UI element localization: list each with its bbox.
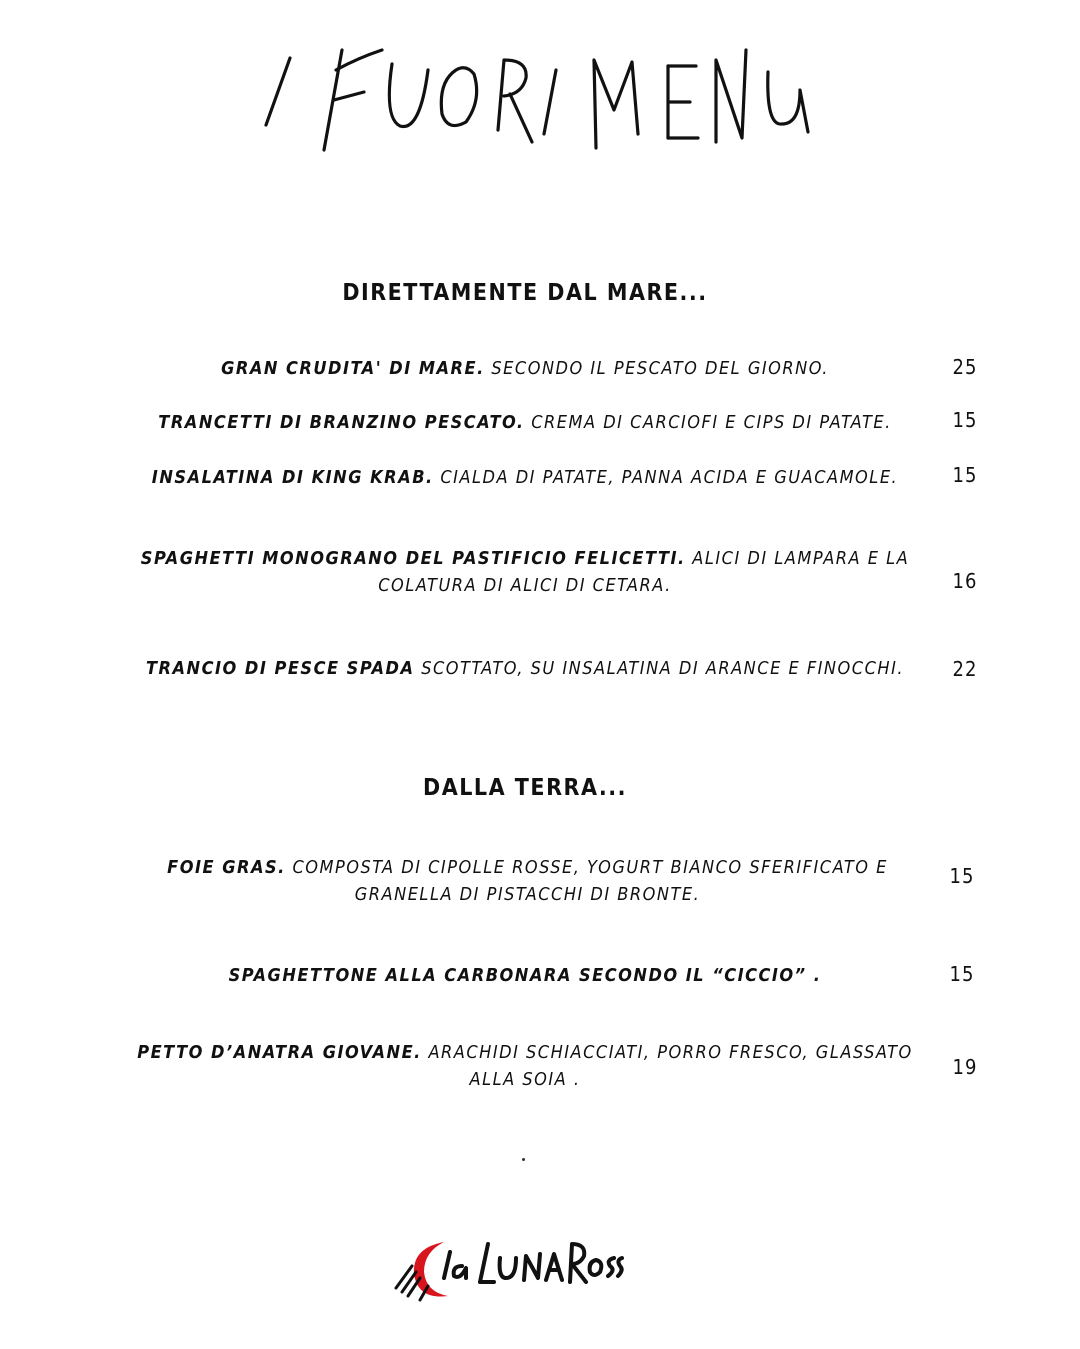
dish-name: SPAGHETTI MONOGRANO DEL PASTIFICIO FELICETTI. xyxy=(140,548,686,569)
price-spaghettone-carbonara: 15 xyxy=(949,962,975,986)
dish-description: ARACHIDI SCHIACCIATI, PORRO FRESCO, GLASSATO ALLA SOIA . xyxy=(421,1042,913,1090)
price-gran-crudita: 25 xyxy=(952,355,978,379)
dish-name: INSALATINA DI KING KRAB. xyxy=(151,467,434,488)
price-foie-gras: 15 xyxy=(949,864,975,888)
dish-description: CREMA DI CARCIOFI E CIPS DI PATATE. xyxy=(524,412,892,433)
dish-description: ALICI DI LAMPARA E LA COLATURA DI ALICI DI CETARA. xyxy=(378,548,910,596)
menu-item-petto-anatra xyxy=(135,1039,915,1093)
dish-name: TRANCETTI DI BRANZINO PESCATO. xyxy=(158,412,525,433)
logo-lettering xyxy=(392,1230,632,1310)
luna-rossa-logo xyxy=(392,1230,632,1310)
dish-description: CIALDA DI PATATE, PANNA ACIDA E GUACAMOLE. xyxy=(433,467,899,488)
dish-name: GRAN CRUDITA' DI MARE. xyxy=(221,358,485,379)
dish-name: TRANCIO DI PESCE SPADA xyxy=(145,658,415,679)
dish-description: COMPOSTA DI CIPOLLE ROSSE, YOGURT BIANCO SFERIFICATO E GRANELLA DI PISTACCHI DI BRONTE. xyxy=(285,857,888,905)
menu-item-trancetti-branzino xyxy=(130,409,920,436)
dish-description: SECONDO IL PESCATO DEL GIORNO. xyxy=(484,358,829,379)
dish-description: SCOTTATO, SU INSALATINA DI ARANCE E FINOCCHI. xyxy=(414,658,905,679)
menu-title-lettering xyxy=(260,30,820,170)
price-petto-anatra: 19 xyxy=(952,1055,978,1079)
menu-item-spaghetti-monograno xyxy=(135,545,915,599)
price-spaghetti-monograno: 16 xyxy=(952,569,978,593)
menu-item-trancio-pesce-spada xyxy=(130,655,920,682)
dish-name: SPAGHETTONE ALLA CARBONARA SECONDO IL “CICCIO” . xyxy=(228,965,822,986)
decorative-dot xyxy=(522,1158,525,1161)
menu-title-text xyxy=(0,30,1,31)
price-trancetti-branzino: 15 xyxy=(952,408,978,432)
dish-name: PETTO D’ANATRA GIOVANE. xyxy=(137,1042,422,1063)
menu-title xyxy=(0,30,1080,170)
menu-item-spaghettone-carbonara xyxy=(130,962,920,989)
dish-name: FOIE GRAS. xyxy=(167,857,286,878)
section-title-mare: DIRETTAMENTE DAL MARE... xyxy=(342,280,708,306)
price-insalatina-king-krab: 15 xyxy=(952,463,978,487)
menu-item-gran-crudita xyxy=(130,355,920,382)
menu-item-insalatina-king-krab xyxy=(130,464,920,491)
price-trancio-pesce-spada: 22 xyxy=(952,657,978,681)
menu-item-foie-gras xyxy=(155,854,900,908)
section-title-terra: DALLA TERRA... xyxy=(423,775,627,801)
